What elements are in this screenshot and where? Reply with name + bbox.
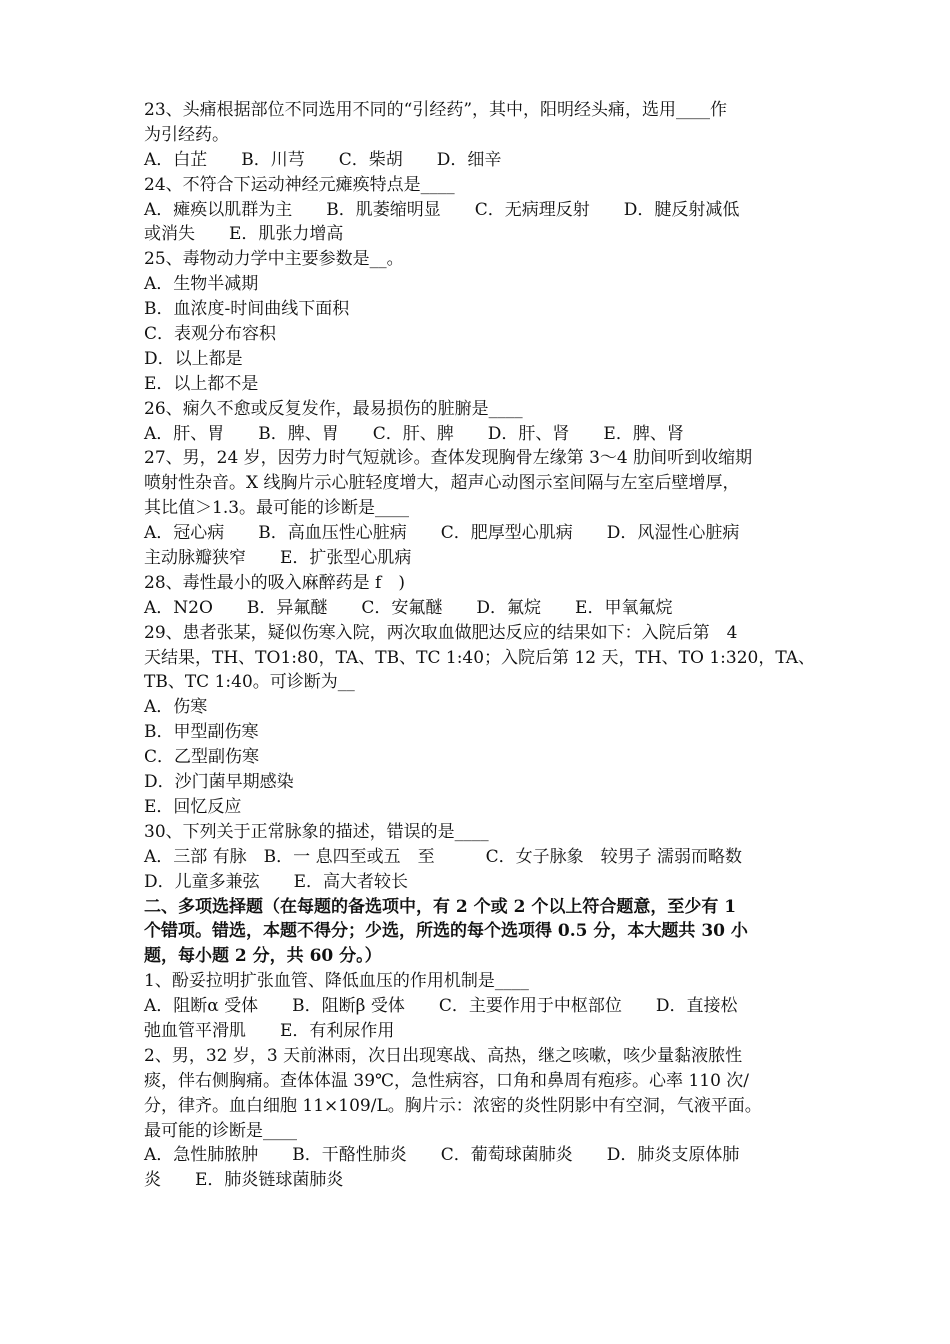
question-29-stem-line-1: 29、患者张某，疑似伤寒入院，两次取血做肥达反应的结果如下：入院后第 4 bbox=[144, 622, 738, 643]
multi-question-2-stem-line-3: 分，律齐。血白细胞 11×109/L。胸片示：浓密的炎性阴影中有空洞，气液平面。 bbox=[144, 1095, 762, 1116]
multi-question-2-stem-line-2: 痰，伴右侧胸痛。查体体温 39℃，急性病容，口角和鼻周有疱疹。心率 110 次/ bbox=[144, 1070, 750, 1091]
question-25-option-c: C．表观分布容积 bbox=[144, 324, 277, 345]
question-27-stem-line-3: 其比值＞1.3。最可能的诊断是____ bbox=[144, 498, 410, 519]
question-30-stem: 30、下列关于正常脉象的描述，错误的是____ bbox=[144, 821, 489, 842]
question-26-stem: 26、痫久不愈或反复发作，最易损伤的脏腑是____ bbox=[144, 398, 523, 419]
question-29-option-a: A．伤寒 bbox=[144, 697, 208, 718]
question-24-options-line-2: 或消失 E．肌张力增高 bbox=[144, 224, 344, 245]
multi-question-1-options-line-1: A．阻断α 受体 B．阻断β 受体 C．主要作用于中枢部位 D．直接松 bbox=[144, 996, 738, 1017]
question-30-options-line-2: D．儿童多兼弦 E．高大者较长 bbox=[144, 871, 409, 892]
section-heading-line-2: 个错项。错选，本题不得分；少选，所选的每个选项得 0.5 分，本大题共 30 小 bbox=[144, 921, 748, 942]
section-heading-line-3: 题，每小题 2 分，共 60 分。） bbox=[144, 946, 382, 967]
question-28-stem: 28、毒性最小的吸入麻醉药是 f ) bbox=[144, 572, 405, 593]
document-body bbox=[144, 98, 816, 1193]
question-27-options-line-2: 主动脉瓣狭窄 E．扩张型心肌病 bbox=[144, 548, 412, 569]
question-25-option-e: E．以上都不是 bbox=[144, 373, 259, 394]
question-29-option-d: D．沙门菌早期感染 bbox=[144, 772, 294, 793]
question-23-stem-line-1: 23、头痛根据部位不同选用不同的“引经药”，其中，阳明经头痛，选用____作 bbox=[144, 100, 728, 120]
question-23-options: A．白芷 B．川芎 C．柴胡 D．细辛 bbox=[144, 149, 502, 170]
question-26-options: A．肝、胃 B．脾、胃 C．肝、脾 D．肝、肾 E．脾、肾 bbox=[144, 423, 684, 444]
question-29-option-b: B．甲型副伤寒 bbox=[144, 722, 259, 743]
question-29-option-e: E．回忆反应 bbox=[144, 796, 242, 817]
question-29-option-c: C．乙型副伤寒 bbox=[144, 747, 260, 768]
question-29-stem-line-3: TB、TC 1:40。可诊断为__ bbox=[144, 672, 355, 693]
question-25-stem: 25、毒物动力学中主要参数是__。 bbox=[144, 249, 404, 270]
multi-question-2-options-line-1: A．急性肺脓肿 B．干酪性肺炎 C．葡萄球菌肺炎 D．肺炎支原体肺 bbox=[144, 1145, 740, 1166]
question-25-option-a: A．生物半减期 bbox=[144, 274, 259, 295]
question-24-options-line-1: A．瘫痪以肌群为主 B．肌萎缩明显 C．无病理反射 D．腱反射减低 bbox=[144, 199, 740, 220]
multi-question-2-options-line-2: 炎 E．肺炎链球菌肺炎 bbox=[144, 1170, 344, 1191]
question-27-options-line-1: A．冠心病 B．高血压性心脏病 C．肥厚型心肌病 D．风湿性心脏病 bbox=[144, 523, 740, 544]
question-29-stem-line-2: 天结果，TH、TO1:80，TA、TB、TC 1:40；入院后第 12 天，TH、TO 1:320，TA、 bbox=[144, 647, 816, 668]
question-25-option-d: D．以上都是 bbox=[144, 348, 243, 369]
multi-question-2-stem-line-4: 最可能的诊断是____ bbox=[144, 1120, 297, 1141]
multi-question-2-stem-line-1: 2、男，32 岁，3 天前淋雨，次日出现寒战、高热，继之咳嗽，咳少量黏液脓性 bbox=[144, 1045, 743, 1066]
question-25-option-b: B．血浓度-时间曲线下面积 bbox=[144, 299, 350, 320]
question-27-stem-line-2: 喷射性杂音。X 线胸片示心脏轻度增大，超声心动图示室间隔与左室后壁增厚， bbox=[144, 473, 740, 494]
section-heading-line-1: 二、多项选择题（在每题的备选项中，有 2 个或 2 个以上符合题意，至少有 1 bbox=[144, 896, 737, 917]
question-27-stem-line-1: 27、男，24 岁，因劳力时气短就诊。查体发现胸骨左缘第 3～4 肋间听到收缩期 bbox=[144, 448, 753, 469]
question-28-options: A．N2O B．异氟醚 C．安氟醚 D．氟烷 E．甲氧氟烷 bbox=[144, 597, 673, 618]
question-23-stem-line-2: 为引经药。 bbox=[144, 124, 229, 145]
question-24-stem: 24、不符合下运动神经元瘫痪特点是____ bbox=[144, 174, 455, 195]
multi-question-1-options-line-2: 弛血管平滑肌 E．有利尿作用 bbox=[144, 1020, 395, 1041]
question-30-options-line-1: A．三部 有脉 B．一 息四至或五 至 C．女子脉象 较男子 濡弱而略数 bbox=[144, 846, 742, 867]
multi-question-1-stem: 1、酚妥拉明扩张血管、降低血压的作用机制是____ bbox=[144, 971, 529, 992]
